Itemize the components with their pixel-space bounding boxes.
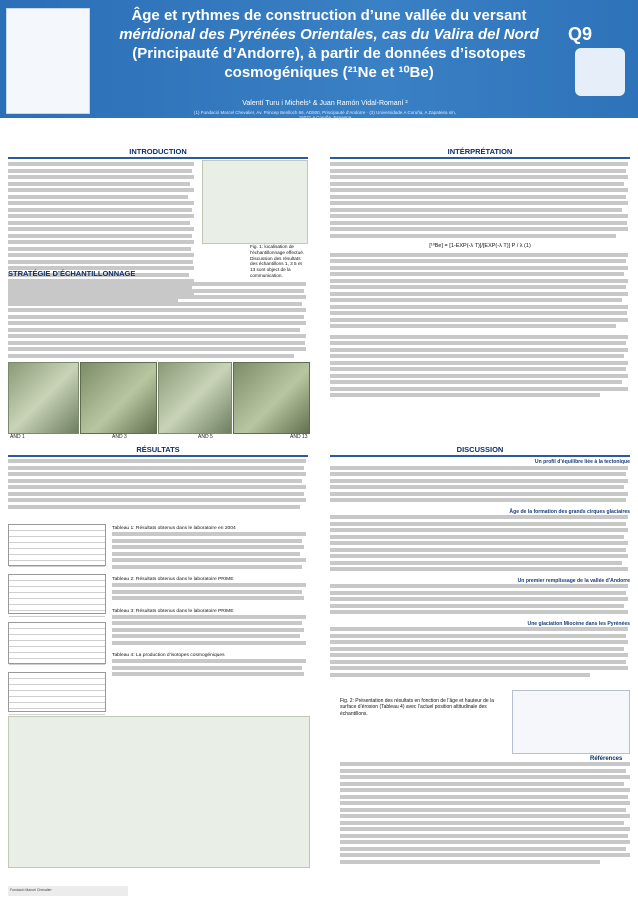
table1: [8, 524, 106, 566]
authors: Valentí Turu i Michels¹ & Juan Ramón Vidal-Romaní ²: [242, 100, 408, 107]
photo-and-1: [8, 362, 79, 434]
left-bottom-figure: [8, 716, 310, 868]
fig2-chart: [512, 690, 630, 754]
affiliations: (1) Fundació Marcel Chevalier, Av. Princep Benlloch 66, AD500, Principauté d’Andorre · (2) Universidade A Coruña, A Zapateira s/n, 15071 A Coruña, Espagne: [194, 110, 456, 120]
photo-label-and-5: AND 5: [198, 434, 213, 440]
photo-and-5: [158, 362, 232, 434]
table2-caption-title: Tableau 2: Résultats obtenus dans le laboratoire PRIME: [112, 577, 234, 582]
references-title: Références: [590, 756, 623, 762]
section-interpretation: INTÉRPRÉTATION: [330, 146, 630, 159]
table-captions: [112, 526, 308, 679]
fig2-caption: Fig. 2: Présentation des résultats en fonction de l’âge et hauteur de la surface d’érosion (Tableau 4) avec l’actuel position altitudinale des échantillons.: [340, 698, 494, 717]
resultats-text: [8, 459, 308, 511]
table2: [8, 574, 106, 614]
references-list: [340, 762, 632, 882]
photo-label-and-1: AND 1: [10, 434, 25, 440]
discussion-sub-3: Un premier remplissage de la vallée d’Andorre: [517, 577, 630, 584]
footer-credit: Fundació Marcel Chevalier: [10, 888, 52, 892]
discussion-sub-2: Âge de la formation des grands cirques glaciaires: [509, 508, 630, 515]
poster-title: Âge et rythmes de construction d’une vallée du versant méridional des Pyrénées Orientales, cas du Valira del Nord (Principauté d’Andorre), à partir de données d’isotopes cosmogéniques (²¹Ne et ¹⁰Be): [119, 7, 539, 81]
interpretation-text: [330, 162, 630, 400]
strategie-text: [8, 282, 308, 360]
photo-label-and-13: AND 13: [290, 434, 308, 440]
table4: [8, 672, 106, 712]
fig1-caption: Fig. 1: localisation de l’échantillonnage effectué. Discussion des résultats des échantillons 1, 3 5 et 13 sont object de la communication.: [250, 244, 305, 278]
q9-logo: [575, 48, 625, 96]
fig1-map: [202, 160, 308, 244]
section-discussion: DISCUSSION: [330, 444, 630, 457]
photo-and-13: [233, 362, 310, 434]
section-introduction: INTRODUCTION: [8, 146, 308, 159]
section-strategie: STRATÉGIE D’ÉCHANTILLONNAGE: [8, 269, 136, 278]
table3: [8, 622, 106, 664]
section-resultats: RÉSULTATS: [8, 444, 308, 457]
table4-caption-title: Tableau 4: La production d’isotopes cosmogéniques: [112, 653, 225, 658]
discussion-sub-1: Un profil d’équilibre liée à la tectonique: [534, 459, 630, 465]
photo-and-3: [80, 362, 157, 434]
institution-logo-left: [6, 8, 90, 114]
discussion-text: [330, 459, 630, 679]
q9-label: Q9: [568, 24, 593, 44]
equation-1: [¹⁰Be] = [1-EXP(-λ T)]/[EXP(-λ T)] P / λ (1): [429, 243, 531, 249]
photo-label-and-3: AND 3: [112, 434, 127, 440]
discussion-sub-4: Une glaciation Miocène dans les Pyrénées: [527, 620, 630, 627]
table3-caption-title: Tableau 3: Résultats obtenus dans le laboratoire PRIME: [112, 608, 234, 614]
table1-caption-title: Tableau 1: Résultats obtenus dans le laboratoire en 2004: [112, 526, 236, 531]
